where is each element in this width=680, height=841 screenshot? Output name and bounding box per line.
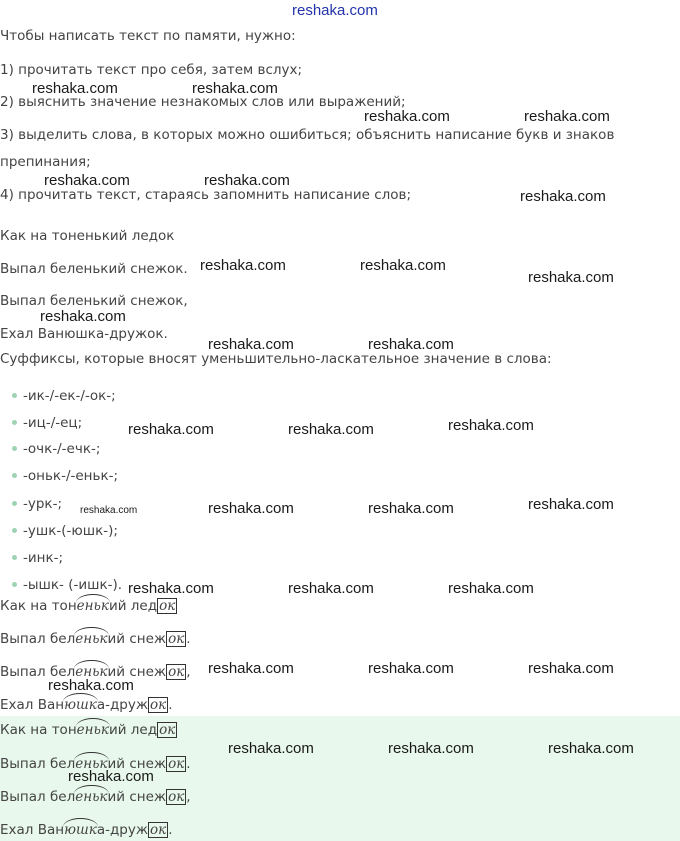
watermark: reshaka.com — [288, 421, 374, 438]
watermark: reshaka.com — [192, 80, 278, 97]
bullet-icon — [12, 528, 17, 533]
step-1: 1) прочитать текст про себя, затем вслух; — [0, 62, 303, 78]
suffix-item: -инк-; — [12, 550, 63, 566]
watermark: reshaka.com — [40, 308, 126, 325]
watermark: reshaka.com — [208, 660, 294, 677]
suffix-mark: еньк — [76, 722, 109, 738]
poem-line-4: Ехал Ванюшка-дружок. — [0, 326, 168, 342]
watermark: reshaka.com — [548, 740, 634, 757]
watermark: reshaka.com — [32, 80, 118, 97]
answer-line-4: Ехал Ванюшка-друж ок . — [0, 822, 173, 838]
suffix-mark: еньк — [75, 664, 108, 680]
analysis-line-2: Выпал беленький снеж ок . — [0, 631, 191, 647]
watermark: reshaka.com — [204, 172, 290, 189]
step-2: 2) выяснить значение незнакомых слов или выражений; — [0, 94, 406, 110]
ending-mark: ок — [159, 598, 176, 614]
suffix-mark: юшк — [64, 697, 97, 713]
watermark: reshaka.com — [528, 660, 614, 677]
bullet-icon — [12, 393, 17, 398]
watermark: reshaka.com — [68, 768, 154, 785]
watermark: reshaka.com — [448, 580, 534, 597]
suffix-item: -иц-/-ец; — [12, 415, 82, 431]
suffix-mark: еньк — [75, 789, 108, 805]
suffix-mark: юшк — [64, 822, 97, 838]
watermark-top: reshaka.com — [292, 2, 378, 19]
suffix-mark: еньк — [76, 598, 109, 614]
suffix-mark: еньк — [75, 631, 108, 647]
watermark: reshaka.com — [360, 257, 446, 274]
watermark: reshaka.com — [528, 269, 614, 286]
suffix-item: -урк-; — [12, 496, 62, 512]
suffix-item: -ик-/-ек-/-ок-; — [12, 388, 116, 404]
step-4: 4) прочитать текст, стараясь запомнить написание слов; — [0, 187, 412, 203]
watermark: reshaka.com — [128, 580, 214, 597]
watermark: reshaka.com — [368, 500, 454, 517]
ending-mark: ок — [159, 722, 176, 738]
watermark: reshaka.com — [208, 500, 294, 517]
ending-mark: ок — [150, 697, 167, 713]
suffix-item: -очк-/-ечк-; — [12, 441, 100, 457]
analysis-line-4: Ехал Ванюшка-друж ок . — [0, 697, 173, 713]
ending-mark: ок — [150, 822, 167, 838]
poem-line-2: Выпал беленький снежок. — [0, 261, 188, 277]
bullet-icon — [12, 473, 17, 478]
bullet-icon — [12, 555, 17, 560]
watermark: reshaka.com — [44, 172, 130, 189]
poem-line-1: Как на тоненький ледок — [0, 228, 175, 244]
watermark: reshaka.com — [48, 677, 134, 694]
suffix-item: -оньк-/-еньк-; — [12, 468, 118, 484]
analysis-line-1: Как на тоненький лед ок — [0, 598, 176, 614]
ending-mark: ок — [168, 756, 185, 772]
watermark: reshaka.com — [448, 417, 534, 434]
watermark: reshaka.com — [388, 740, 474, 757]
step-3: 3) выделить слова, в которых можно ошибиться; объяснить написание букв и знаков — [0, 127, 615, 143]
ending-mark: ок — [168, 789, 185, 805]
watermark: reshaka.com — [208, 336, 294, 353]
analysis-line-3: Выпал беленький снеж ок , — [0, 664, 191, 680]
watermark: reshaka.com — [200, 257, 286, 274]
watermark: reshaka.com — [128, 421, 214, 438]
watermark: reshaka.com — [524, 108, 610, 125]
intro-text: Чтобы написать текст по памяти, нужно: — [0, 28, 296, 44]
watermark: reshaka.com — [364, 108, 450, 125]
ending-mark: ок — [168, 664, 185, 680]
poem-line-3: Выпал беленький снежок, — [0, 293, 188, 309]
suffix-item: -ушк-(-юшк-); — [12, 523, 118, 539]
watermark: reshaka.com — [228, 740, 314, 757]
watermark: reshaka.com — [288, 580, 374, 597]
bullet-icon — [12, 582, 17, 587]
watermark: reshaka.com — [520, 188, 606, 205]
bullet-icon — [12, 446, 17, 451]
answer-line-3: Выпал беленький снеж ок , — [0, 789, 191, 805]
step-3-cont: препинания; — [0, 154, 91, 170]
watermark: reshaka.com — [368, 336, 454, 353]
bullet-icon — [12, 501, 17, 506]
watermark: reshaka.com — [528, 496, 614, 513]
watermark: reshaka.com — [80, 505, 138, 516]
suffix-mark: еньк — [75, 756, 108, 772]
suffix-item: -ышк- (-ишк-). — [12, 577, 122, 593]
answer-line-1: Как на тоненький лед ок — [0, 722, 176, 738]
ending-mark: ок — [168, 631, 185, 647]
answer-line-2: Выпал беленький снеж ок . — [0, 756, 191, 772]
watermark: reshaka.com — [368, 660, 454, 677]
bullet-icon — [12, 420, 17, 425]
suffix-intro: Суффиксы, которые вносят уменьшительно-ласкательное значение в слова: — [0, 351, 552, 367]
